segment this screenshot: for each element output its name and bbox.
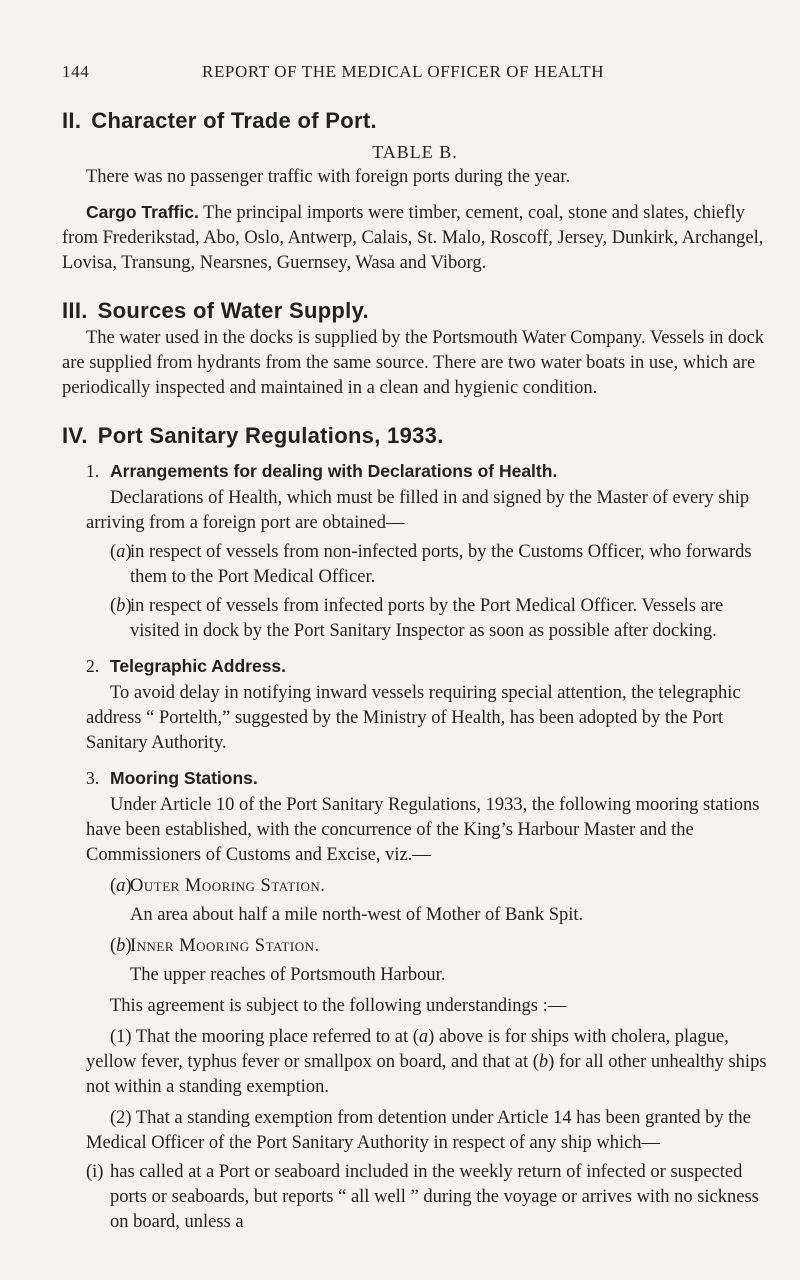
subsection-heading-mooring [86,768,768,789]
inner-mooring-title: Inner Mooring Station. [130,936,320,956]
cargo-traffic-paragraph [62,200,768,276]
subsection-title: Arrangements for dealing with Declarations of Health. [110,461,558,481]
section-title: Port Sanitary Regulations, 1933. [97,423,444,448]
item-label: (b) [110,596,132,616]
document-page [62,62,768,1239]
mooring-intro: Under Article 10 of the Port Sanitary Regulations, 1933, the following mooring stations have been established, with the concurrence of the King’s Harbour Master and the Commissioners of Customs and Excise, viz.— [86,795,760,865]
item-label: (a) [110,876,132,896]
section-number: IV. [62,423,88,448]
inner-mooring-text: The upper reaches of Portsmouth Harbour. [130,965,446,985]
item-label: (i) [86,1162,104,1182]
outer-mooring-text: An area about half a mile north-west of Mother of Bank Spit. [130,905,584,925]
cargo-traffic-text: The principal imports were timber, cement, coal, stone and slates, chiefly from Frederikstad, Abo, Oslo, Antwerp, Calais, St. Malo, Roscoff, Jersey, Dunkirk, Archangel, Lovisa, Transung, Nearsnes, Guernsey, Wasa and Viborg. [62,203,764,273]
subsection-heading-declarations [86,461,768,482]
reference-b: b [538,1052,549,1072]
understanding-text: That a standing exemption from detention under Article 14 has been granted by the Medical Officer of the Port Sanitary Authority in respect of any ship which— [86,1108,751,1153]
understanding-1: (1) That the mooring place referred to at (a) above is for ships with cholera, plague, yellow fever, typhus fever or smallpox on board, and that at (b) for all other unhealthy ships not within a standing exemption. [86,1027,767,1097]
telegraphic-paragraph: To avoid delay in notifying inward vessels requiring special attention, the telegraphic address “ Portelth,” suggested by the Ministry of Health, has been adopted by the Port Sanitary Authority. [86,683,741,753]
subsection-title: Mooring Stations. [110,768,258,788]
subsection-number: 2. [86,656,100,676]
understanding-text: for all other unhealthy ships not within a standing exemption. [86,1052,767,1097]
section-title: Sources of Water Supply. [97,298,369,323]
declarations-item-b [86,594,768,644]
subsection-title: Telegraphic Address. [110,656,287,676]
section-heading-water [62,298,768,324]
section-heading-regulations [62,423,768,449]
understanding-number: (1) [110,1027,132,1047]
subsection-number: 3. [86,768,100,788]
declarations-intro: Declarations of Health, which must be filled in and signed by the Master of every ship arriving from a foreign port are obtained— [86,488,750,533]
running-header [62,62,768,90]
understanding-text: above is for ships with cholera, plague, yellow fever, typhus fever or smallpox on board, and that at [86,1027,729,1072]
agreement-paragraph: This agreement is subject to the following understandings :— [110,996,567,1016]
subsection-heading-telegraphic [86,656,768,677]
mooring-item-b [86,934,768,959]
understanding-text: That the mooring place referred to at [135,1027,409,1047]
cargo-traffic-label: Cargo Traffic. [86,202,199,222]
exemption-item-i [86,1160,768,1235]
table-caption: TABLE B. [372,142,458,162]
page-number: 144 [62,62,90,81]
water-supply-paragraph: The water used in the docks is supplied by the Portsmouth Water Company. Vessels in dock are supplied from hydrants from the same source. There are two water boats in use, which are periodically inspected and maintained in a clean and hygienic condition. [62,328,764,398]
understanding-2 [86,1106,768,1156]
item-text: in respect of vessels from infected ports by the Port Medical Officer. Vessels are visited in dock by the Port Sanitary Inspector as soon as possible after docking. [130,596,724,641]
section-heading-trade [62,108,768,134]
declarations-item-a [86,540,768,590]
section-number: III. [62,298,88,323]
running-title: REPORT OF THE MEDICAL OFFICER OF HEALTH [202,62,605,81]
subsection-number: 1. [86,461,100,481]
passenger-traffic-paragraph: There was no passenger traffic with foreign ports during the year. [86,167,571,187]
section-title: Character of Trade of Port. [91,108,377,133]
item-label: (a) [110,542,132,562]
mooring-item-a [86,874,768,899]
understanding-number: (2) [110,1108,132,1128]
item-label: (b) [110,936,132,956]
section-number: II. [62,108,82,133]
reference-a: a [418,1027,429,1047]
item-text: in respect of vessels from non-infected ports, by the Customs Officer, who forwards them to the Port Medical Officer. [130,542,752,587]
item-text: has called at a Port or seaboard included in the weekly return of infected or suspected ports or seaboards, but reports “ all well ” during the voyage or arrives with no sickness on board, unless a [110,1162,759,1232]
outer-mooring-title: Outer Mooring Station. [130,876,326,896]
